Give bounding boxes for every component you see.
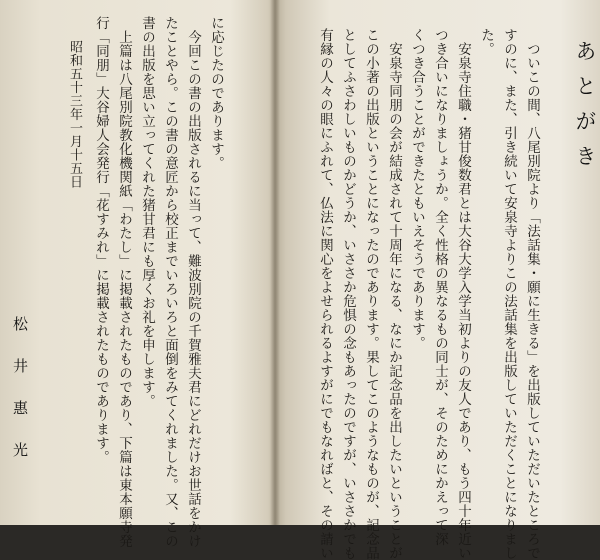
text-line: くつき合うことができたともいえそうであります。	[409, 28, 425, 350]
signature-char: 松	[11, 316, 29, 331]
signature-char: 光	[11, 442, 29, 457]
text-line: 安泉寺同朋の会が結成されて十周年になる、なにか記念品を出したいということが	[386, 42, 402, 560]
date-line: 昭和五十三年一月十五日	[67, 40, 82, 189]
signature-char: 惠	[11, 400, 29, 415]
text-line: つき合いになりましょうか。全く性格の異なるもの同士が、そのためにかえって深	[432, 28, 448, 546]
text-line: ついこの間、八尾別院より「法話集・願に生きる」を出版していただいたところで	[524, 42, 540, 560]
signature-char: 井	[11, 358, 29, 373]
text-line: この小著の出版ということになったのであります。果してこのようなものが、記念品	[363, 28, 379, 560]
text-line: 書の出版を思い立ってくれた猪甘君にも厚くお礼を申します。	[139, 16, 155, 408]
text-line: としてふさわしいものかどうか、いささか危惧の念もあったのですが、いささかでも	[340, 28, 356, 560]
text-line: に応じたのであります。	[208, 16, 224, 170]
text-line: 行「同朋」大谷婦人会発行「花すみれ」に掲載されたものであります。	[93, 16, 109, 464]
book-gutter	[270, 0, 280, 525]
text-line: 有縁の人々の眼にふれて、仏法に関心をよせられるよすがにでもなればと、その請い	[317, 28, 333, 560]
text-line: 安泉寺住職・猪甘俊数君とは大谷大学入学当初よりの友人であり、もう四十年近い	[455, 42, 471, 560]
text-line: た。	[478, 28, 494, 56]
text-line: たことやら。この書の意匠から校正までいろいろと面倒をみてくれました。又、この	[162, 16, 178, 548]
page-title: あとがき	[573, 40, 597, 180]
text-line: 上篇は八尾別院教化機関紙「わたし」に掲載されたものであり、下篇は東本願寺発	[116, 30, 132, 548]
text-line: 今回この書の出版されるに当って、難波別院の千賀雅夫君にどれだけお世話をかけ	[185, 30, 201, 548]
text-line: すのに、また、引き続いて安泉寺よりこの法話集を出版していただくことになりまし	[501, 28, 517, 560]
